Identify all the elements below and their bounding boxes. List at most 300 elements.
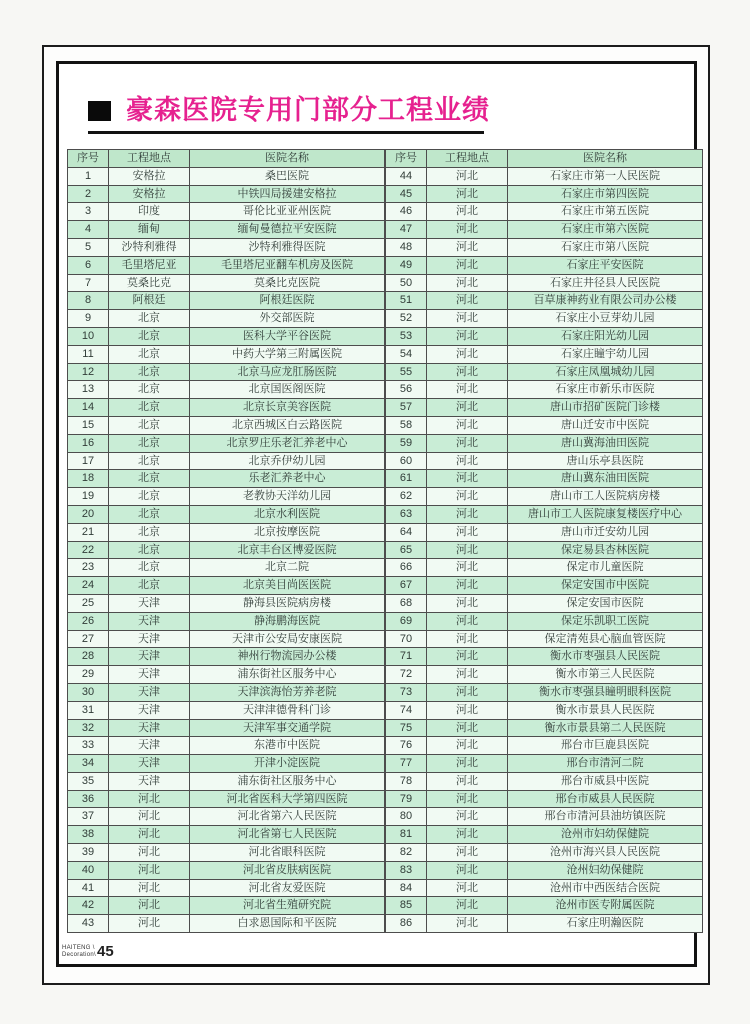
table-row	[68, 879, 385, 897]
row-number: 81	[386, 826, 427, 844]
row-number: 50	[386, 274, 427, 292]
row-number: 30	[68, 683, 109, 701]
row-number: 85	[386, 897, 427, 915]
row-location: 河北	[427, 790, 508, 808]
row-hospital: 石家庄平安医院	[508, 256, 703, 274]
row-hospital: 唐山市招矿医院门诊楼	[508, 399, 703, 417]
row-number: 29	[68, 666, 109, 684]
row-location: 河北	[427, 915, 508, 933]
row-location: 北京	[109, 577, 190, 595]
row-location: 河北	[109, 915, 190, 933]
header-row	[68, 150, 385, 168]
table-row	[386, 434, 703, 452]
row-hospital: 北京美目尚医医院	[190, 577, 385, 595]
table-row	[68, 577, 385, 595]
row-number: 10	[68, 327, 109, 345]
row-hospital: 中铁四局援建安格拉	[190, 185, 385, 203]
row-hospital: 沙特利雅得医院	[190, 238, 385, 256]
row-hospital: 浦东街社区服务中心	[190, 666, 385, 684]
row-number: 80	[386, 808, 427, 826]
page-title-block	[88, 95, 490, 134]
table-row	[386, 221, 703, 239]
row-hospital: 天津市公安局安康医院	[190, 630, 385, 648]
table-row	[386, 701, 703, 719]
row-number: 49	[386, 256, 427, 274]
row-hospital: 河北省第六人民医院	[190, 808, 385, 826]
table-row	[386, 541, 703, 559]
row-location: 北京	[109, 452, 190, 470]
table-row	[386, 737, 703, 755]
row-number: 6	[68, 256, 109, 274]
row-number: 82	[386, 844, 427, 862]
row-number: 72	[386, 666, 427, 684]
table-row	[68, 452, 385, 470]
table-row	[68, 274, 385, 292]
row-location: 河北	[427, 274, 508, 292]
table-row	[386, 648, 703, 666]
row-location: 北京	[109, 327, 190, 345]
row-number: 23	[68, 559, 109, 577]
row-hospital: 邢台市巨鹿县医院	[508, 737, 703, 755]
table-row	[68, 594, 385, 612]
table-row	[68, 505, 385, 523]
row-location: 河北	[109, 897, 190, 915]
table-row	[68, 203, 385, 221]
row-location: 北京	[109, 310, 190, 328]
row-hospital: 河北省第七人民医院	[190, 826, 385, 844]
row-number: 15	[68, 416, 109, 434]
column-header: 医院名称	[190, 150, 385, 168]
table-row	[386, 897, 703, 915]
row-hospital: 北京二院	[190, 559, 385, 577]
row-number: 68	[386, 594, 427, 612]
table-row	[386, 381, 703, 399]
table-row	[68, 167, 385, 185]
table-row	[386, 488, 703, 506]
row-location: 河北	[427, 683, 508, 701]
table-row	[386, 416, 703, 434]
table-row	[386, 844, 703, 862]
row-location: 河北	[427, 737, 508, 755]
row-location: 河北	[427, 416, 508, 434]
table-row	[68, 612, 385, 630]
row-number: 28	[68, 648, 109, 666]
row-hospital: 保定安国市医院	[508, 594, 703, 612]
row-location: 北京	[109, 505, 190, 523]
row-location: 印度	[109, 203, 190, 221]
row-number: 14	[68, 399, 109, 417]
table-row	[386, 523, 703, 541]
table-row	[386, 755, 703, 773]
row-hospital: 莫桑比克医院	[190, 274, 385, 292]
row-location: 天津	[109, 630, 190, 648]
row-number: 70	[386, 630, 427, 648]
row-number: 45	[386, 185, 427, 203]
table-row	[386, 683, 703, 701]
row-number: 65	[386, 541, 427, 559]
row-location: 河北	[427, 844, 508, 862]
table-row	[68, 683, 385, 701]
row-hospital: 医科大学平谷医院	[190, 327, 385, 345]
row-hospital: 乐老汇养老中心	[190, 470, 385, 488]
row-location: 河北	[427, 612, 508, 630]
table-row	[68, 523, 385, 541]
row-number: 59	[386, 434, 427, 452]
row-hospital: 河北省眼科医院	[190, 844, 385, 862]
row-hospital: 衡水市枣强县瞳明眼科医院	[508, 683, 703, 701]
table-row	[386, 203, 703, 221]
table-row	[386, 861, 703, 879]
row-hospital: 沧州市妇幼保健院	[508, 826, 703, 844]
row-location: 北京	[109, 381, 190, 399]
header-row	[386, 150, 703, 168]
row-number: 69	[386, 612, 427, 630]
row-location: 河北	[427, 772, 508, 790]
row-hospital: 石家庄市第四医院	[508, 185, 703, 203]
table-row	[68, 399, 385, 417]
row-location: 河北	[427, 238, 508, 256]
row-number: 5	[68, 238, 109, 256]
row-location: 河北	[427, 167, 508, 185]
table-row	[386, 256, 703, 274]
row-number: 39	[68, 844, 109, 862]
row-hospital: 静海鹏海医院	[190, 612, 385, 630]
row-location: 河北	[427, 648, 508, 666]
table-row	[386, 666, 703, 684]
row-hospital: 保定安国市中医院	[508, 577, 703, 595]
row-location: 河北	[427, 203, 508, 221]
row-number: 38	[68, 826, 109, 844]
footer-logo	[62, 944, 114, 959]
table-row	[68, 470, 385, 488]
row-hospital: 北京按摩医院	[190, 523, 385, 541]
row-number: 36	[68, 790, 109, 808]
column-header: 序号	[386, 150, 427, 168]
row-location: 河北	[109, 861, 190, 879]
row-location: 莫桑比克	[109, 274, 190, 292]
row-number: 44	[386, 167, 427, 185]
table-row	[68, 363, 385, 381]
table-row	[386, 470, 703, 488]
row-number: 17	[68, 452, 109, 470]
row-hospital: 石家庄市新乐市医院	[508, 381, 703, 399]
row-location: 北京	[109, 434, 190, 452]
page-number: 45	[96, 943, 114, 960]
row-hospital: 唐山冀东油田医院	[508, 470, 703, 488]
row-location: 河北	[427, 630, 508, 648]
row-hospital: 唐山迁安市中医院	[508, 416, 703, 434]
table-row	[386, 612, 703, 630]
table-row	[68, 256, 385, 274]
title-bullet-square-icon	[88, 101, 111, 121]
page-title: 豪森医院专用门部分工程业绩	[126, 95, 490, 125]
row-number: 83	[386, 861, 427, 879]
row-number: 43	[68, 915, 109, 933]
row-number: 67	[386, 577, 427, 595]
row-number: 84	[386, 879, 427, 897]
row-hospital: 保定易县杏林医院	[508, 541, 703, 559]
table-row	[68, 381, 385, 399]
table-row	[68, 541, 385, 559]
table-row	[386, 879, 703, 897]
row-location: 天津	[109, 719, 190, 737]
table-row	[68, 648, 385, 666]
row-hospital: 中药大学第三附属医院	[190, 345, 385, 363]
row-hospital: 邢台市威县人民医院	[508, 790, 703, 808]
company-logo	[62, 945, 96, 959]
row-hospital: 天津滨海怡芳养老院	[190, 683, 385, 701]
row-location: 天津	[109, 612, 190, 630]
row-hospital: 老教协天洋幼儿园	[190, 488, 385, 506]
row-number: 75	[386, 719, 427, 737]
row-number: 79	[386, 790, 427, 808]
row-hospital: 石家庄井径县人民医院	[508, 274, 703, 292]
row-number: 1	[68, 167, 109, 185]
row-hospital: 保定乐凯职工医院	[508, 612, 703, 630]
row-number: 22	[68, 541, 109, 559]
table-row	[386, 185, 703, 203]
table-row	[68, 844, 385, 862]
row-hospital: 邢台市清河二院	[508, 755, 703, 773]
row-location: 河北	[427, 292, 508, 310]
row-number: 9	[68, 310, 109, 328]
row-number: 8	[68, 292, 109, 310]
row-hospital: 缅甸曼德拉平安医院	[190, 221, 385, 239]
row-hospital: 保定清苑县心脑血管医院	[508, 630, 703, 648]
table-row	[68, 772, 385, 790]
table-row	[386, 577, 703, 595]
row-hospital: 哥伦比亚亚州医院	[190, 203, 385, 221]
row-hospital: 外交部医院	[190, 310, 385, 328]
row-number: 4	[68, 221, 109, 239]
row-number: 56	[386, 381, 427, 399]
row-location: 河北	[427, 345, 508, 363]
row-location: 安格拉	[109, 167, 190, 185]
row-number: 48	[386, 238, 427, 256]
row-location: 河北	[427, 577, 508, 595]
row-hospital: 北京水利医院	[190, 505, 385, 523]
table-row	[68, 666, 385, 684]
row-hospital: 唐山冀海油田医院	[508, 434, 703, 452]
row-location: 河北	[427, 755, 508, 773]
row-number: 78	[386, 772, 427, 790]
row-hospital: 唐山乐亭县医院	[508, 452, 703, 470]
table-row	[68, 416, 385, 434]
row-hospital: 石家庄阳光幼儿园	[508, 327, 703, 345]
row-number: 40	[68, 861, 109, 879]
row-location: 河北	[427, 808, 508, 826]
row-hospital: 桑巴医院	[190, 167, 385, 185]
table-row	[68, 755, 385, 773]
table-row	[386, 238, 703, 256]
row-number: 32	[68, 719, 109, 737]
row-location: 天津	[109, 737, 190, 755]
row-hospital: 沧州妇幼保健院	[508, 861, 703, 879]
table-row	[386, 505, 703, 523]
table-row	[68, 488, 385, 506]
table-row	[68, 559, 385, 577]
row-hospital: 神州行物流园办公楼	[190, 648, 385, 666]
row-number: 3	[68, 203, 109, 221]
table-row	[386, 452, 703, 470]
row-number: 7	[68, 274, 109, 292]
row-hospital: 河北省友爱医院	[190, 879, 385, 897]
row-hospital: 东港市中医院	[190, 737, 385, 755]
row-location: 北京	[109, 559, 190, 577]
row-number: 21	[68, 523, 109, 541]
row-number: 34	[68, 755, 109, 773]
row-number: 37	[68, 808, 109, 826]
projects-tables	[67, 149, 703, 933]
table-row	[68, 915, 385, 933]
row-location: 河北	[427, 701, 508, 719]
row-number: 61	[386, 470, 427, 488]
row-hospital: 沧州市医专附属医院	[508, 897, 703, 915]
row-number: 54	[386, 345, 427, 363]
row-hospital: 石家庄凤凰城幼儿园	[508, 363, 703, 381]
row-hospital: 衡水市第三人民医院	[508, 666, 703, 684]
table-row	[386, 594, 703, 612]
row-location: 安格拉	[109, 185, 190, 203]
row-hospital: 石家庄小豆芽幼儿园	[508, 310, 703, 328]
row-hospital: 保定市儿童医院	[508, 559, 703, 577]
row-hospital: 衡水市景县人民医院	[508, 701, 703, 719]
table-row	[68, 185, 385, 203]
logo-line-1: HAITENG \	[62, 945, 95, 952]
row-hospital: 天津军事交通学院	[190, 719, 385, 737]
row-hospital: 北京西城区白云路医院	[190, 416, 385, 434]
row-location: 河北	[427, 452, 508, 470]
row-number: 73	[386, 683, 427, 701]
table-row	[68, 434, 385, 452]
row-number: 16	[68, 434, 109, 452]
row-location: 天津	[109, 648, 190, 666]
row-number: 77	[386, 755, 427, 773]
table-row	[68, 790, 385, 808]
table-row	[68, 861, 385, 879]
table-row	[68, 238, 385, 256]
row-hospital: 石家庄瞳宇幼儿园	[508, 345, 703, 363]
row-hospital: 邢台市清河县油坊镇医院	[508, 808, 703, 826]
table-row	[386, 790, 703, 808]
row-number: 62	[386, 488, 427, 506]
row-location: 沙特利雅得	[109, 238, 190, 256]
row-number: 52	[386, 310, 427, 328]
row-number: 42	[68, 897, 109, 915]
table-row	[68, 719, 385, 737]
table-row	[386, 915, 703, 933]
row-number: 60	[386, 452, 427, 470]
row-number: 13	[68, 381, 109, 399]
row-location: 天津	[109, 701, 190, 719]
row-location: 河北	[427, 879, 508, 897]
table-row	[386, 630, 703, 648]
table-row	[386, 363, 703, 381]
row-hospital: 衡水市枣强县人民医院	[508, 648, 703, 666]
table-row	[386, 808, 703, 826]
row-location: 北京	[109, 345, 190, 363]
row-location: 河北	[427, 897, 508, 915]
row-location: 缅甸	[109, 221, 190, 239]
table-row	[386, 399, 703, 417]
row-number: 51	[386, 292, 427, 310]
row-location: 河北	[427, 399, 508, 417]
row-location: 河北	[427, 434, 508, 452]
row-number: 25	[68, 594, 109, 612]
table-row	[68, 345, 385, 363]
row-location: 天津	[109, 683, 190, 701]
row-location: 河北	[109, 844, 190, 862]
row-location: 北京	[109, 363, 190, 381]
row-number: 19	[68, 488, 109, 506]
row-location: 河北	[427, 505, 508, 523]
row-number: 18	[68, 470, 109, 488]
row-number: 12	[68, 363, 109, 381]
table-row	[386, 292, 703, 310]
table-row	[68, 826, 385, 844]
column-header: 工程地点	[427, 150, 508, 168]
row-number: 35	[68, 772, 109, 790]
row-hospital: 北京国医阁医院	[190, 381, 385, 399]
row-location: 天津	[109, 666, 190, 684]
table-row	[386, 719, 703, 737]
row-hospital: 浦东街社区服务中心	[190, 772, 385, 790]
row-location: 河北	[427, 185, 508, 203]
row-location: 河北	[427, 541, 508, 559]
row-location: 河北	[427, 666, 508, 684]
row-number: 71	[386, 648, 427, 666]
table-row	[386, 559, 703, 577]
row-hospital: 毛里塔尼亚翻车机房及医院	[190, 256, 385, 274]
row-hospital: 邢台市威县中医院	[508, 772, 703, 790]
row-hospital: 石家庄市第六医院	[508, 221, 703, 239]
table-row	[68, 292, 385, 310]
column-header: 医院名称	[508, 150, 703, 168]
row-location: 阿根廷	[109, 292, 190, 310]
row-location: 河北	[109, 790, 190, 808]
row-hospital: 北京长京美容医院	[190, 399, 385, 417]
row-hospital: 静海县医院病房楼	[190, 594, 385, 612]
row-location: 河北	[427, 861, 508, 879]
row-hospital: 北京罗庄乐老汇养老中心	[190, 434, 385, 452]
projects-table-left	[67, 149, 385, 933]
row-location: 北京	[109, 541, 190, 559]
row-location: 河北	[427, 559, 508, 577]
row-location: 北京	[109, 416, 190, 434]
table-row	[68, 897, 385, 915]
row-location: 河北	[109, 826, 190, 844]
row-hospital: 沧州市海兴县人民医院	[508, 844, 703, 862]
table-row	[386, 274, 703, 292]
row-number: 20	[68, 505, 109, 523]
row-location: 河北	[427, 256, 508, 274]
row-number: 55	[386, 363, 427, 381]
row-location: 河北	[427, 719, 508, 737]
row-hospital: 百草康神药业有限公司办公楼	[508, 292, 703, 310]
table-row	[68, 808, 385, 826]
row-location: 北京	[109, 488, 190, 506]
row-hospital: 唐山市工人医院病房楼	[508, 488, 703, 506]
row-number: 41	[68, 879, 109, 897]
table-row	[386, 772, 703, 790]
table-row	[386, 826, 703, 844]
row-location: 河北	[427, 826, 508, 844]
row-number: 11	[68, 345, 109, 363]
row-location: 北京	[109, 523, 190, 541]
row-number: 63	[386, 505, 427, 523]
table-row	[386, 345, 703, 363]
row-number: 31	[68, 701, 109, 719]
